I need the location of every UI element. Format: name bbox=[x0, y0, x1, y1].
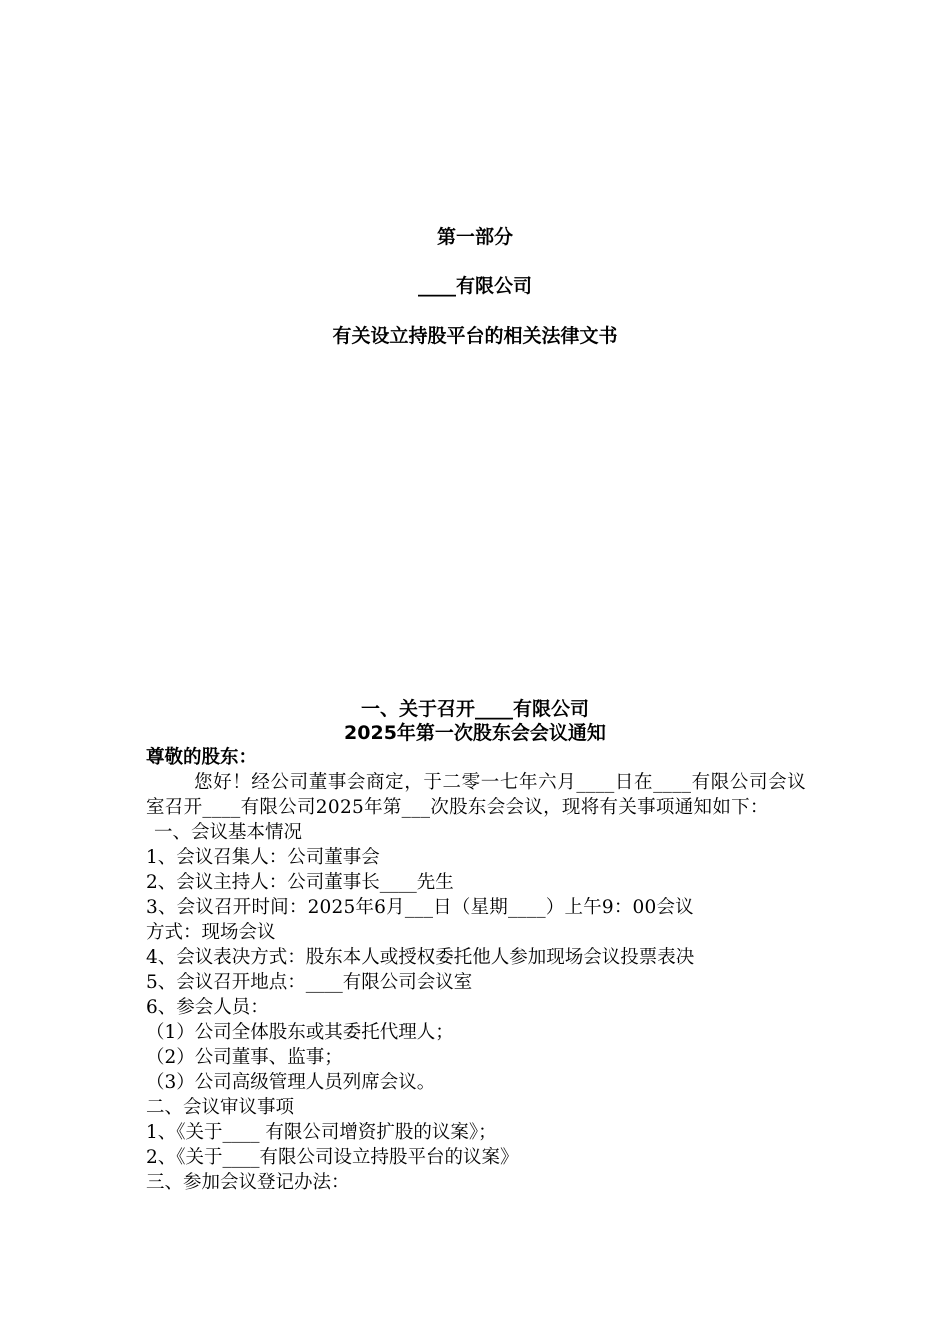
cover-company-name: ____有限公司 bbox=[417, 275, 532, 297]
section-heading: 二、会议审议事项 bbox=[146, 1097, 295, 1118]
list-item: 1、《关于____ 有限公司增资扩股的议案》； bbox=[146, 1122, 497, 1143]
notice-title-line-2: 2025年第一次股东会会议通知 bbox=[344, 722, 606, 744]
list-item: 6、参会人员： bbox=[146, 997, 269, 1018]
list-item: 1、会议召集人：公司董事会 bbox=[146, 847, 380, 868]
notice-intro-paragraph: 您好！经公司董事会商定，于二零一七年六月____日在____有限公司会议室召开____有限公司2025年第___次股东会会议，现将有关事项通知如下： bbox=[146, 772, 806, 818]
notice-salutation: 尊敬的股东： bbox=[146, 747, 258, 768]
list-item: （2）公司董事、监事； bbox=[146, 1047, 343, 1068]
cover-document-subject: 有关设立持股平台的相关法律文书 bbox=[332, 325, 618, 347]
list-item: （1）公司全体股东或其委托代理人； bbox=[146, 1022, 454, 1043]
section-heading: 三、参加会议登记办法： bbox=[146, 1172, 350, 1193]
list-item: 2、《关于____有限公司设立持股平台的议案》 bbox=[146, 1147, 519, 1168]
list-item: 5、会议召开地点：____有限公司会议室 bbox=[146, 972, 473, 993]
list-item: 2、会议主持人：公司董事长____先生 bbox=[146, 872, 454, 893]
cover-part-heading: 第一部分 bbox=[436, 226, 513, 248]
list-item: 3、会议召开时间：2025年6月___日（星期____）上午9：00会议 bbox=[146, 897, 694, 918]
list-item: （3）公司高级管理人员列席会议。 bbox=[146, 1072, 436, 1093]
notice-title-line-1: 一、关于召开____有限公司 bbox=[360, 698, 589, 720]
notice-body bbox=[146, 745, 806, 1195]
section-heading: 一、会议基本情况 bbox=[154, 822, 303, 843]
list-item: 4、会议表决方式：股东本人或授权委托他人参加现场会议投票表决 bbox=[146, 947, 695, 968]
list-item: 方式：现场会议 bbox=[146, 922, 276, 943]
